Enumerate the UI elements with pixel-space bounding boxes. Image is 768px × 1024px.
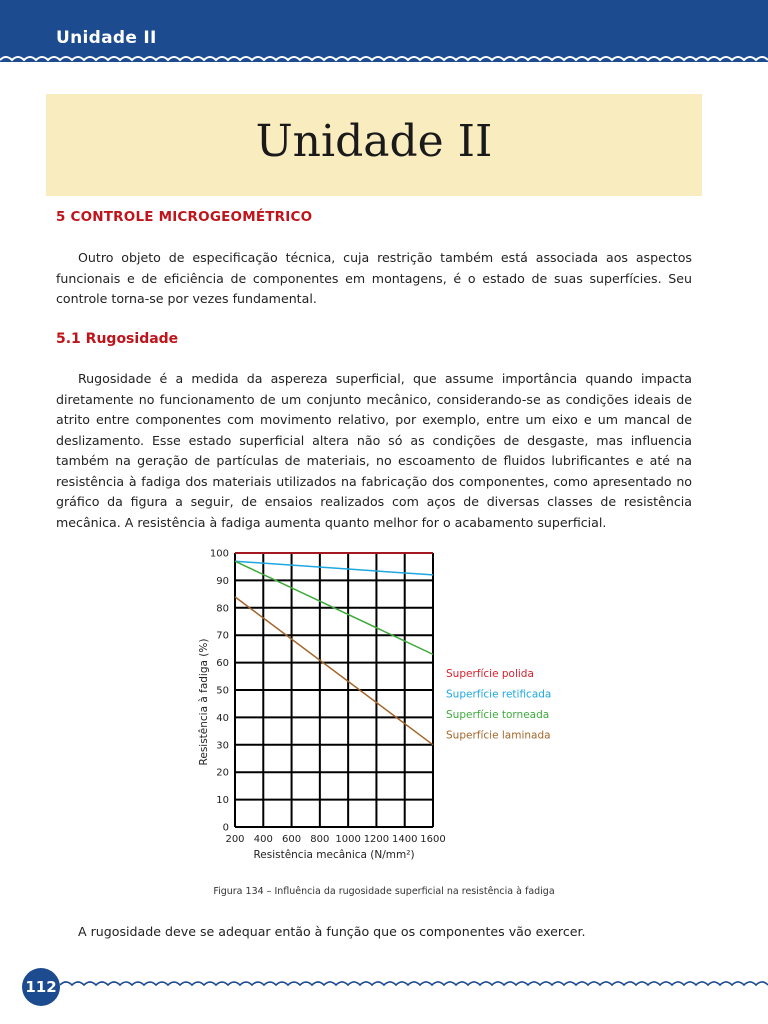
legend-entry-4: Superfície laminada bbox=[446, 729, 551, 742]
subsection-heading: 5.1 Rugosidade bbox=[56, 331, 179, 347]
x-tick-label: 1000 bbox=[335, 834, 361, 845]
footer-wave bbox=[60, 978, 768, 992]
x-tick-label: 1400 bbox=[391, 834, 418, 845]
y-tick-label: 60 bbox=[216, 658, 229, 670]
x-tick-label: 400 bbox=[253, 834, 273, 845]
y-tick-label: 90 bbox=[216, 575, 229, 587]
y-tick-label: 100 bbox=[209, 548, 229, 560]
series-line-4 bbox=[235, 597, 433, 745]
y-tick-label: 80 bbox=[216, 603, 229, 615]
y-tick-label: 10 bbox=[216, 795, 229, 807]
series-line-2 bbox=[235, 561, 433, 575]
y-tick-label: 20 bbox=[216, 767, 229, 779]
x-tick-label: 800 bbox=[310, 834, 330, 845]
fatigue-chart bbox=[190, 540, 570, 870]
legend-entry-3: Superfície torneada bbox=[446, 709, 550, 721]
page-number: 112 bbox=[22, 968, 60, 1006]
header-wave bbox=[0, 52, 768, 68]
paragraph-2: Rugosidade é a medida da aspereza superficial, que assume importância quando impacta diretamente no funcionamento de um conjunto mecânico, considerando-se as condições ideais de atrito entre componentes com movimento relativo, por exemplo, entre um eixo e um mancal de deslizamento. Esse estado superficial altera não só as condições de desgaste, mas influencia também na geração de partículas de materiais, no escoamento de fluidos lubrificantes e até na resistência à fadiga dos materiais utilizados na fabricação dos componentes, como apresentado no gráfico da figura a seguir, de ensaios realizados com aços de diversas classes de resistência mecânica. A resistência à fadiga aumenta quanto melhor for o acabamento superficial. bbox=[56, 371, 692, 530]
y-tick-label: 30 bbox=[216, 740, 229, 752]
y-tick-label: 0 bbox=[222, 822, 229, 834]
page-title: Unidade II bbox=[255, 116, 493, 167]
y-tick-label: 50 bbox=[216, 685, 229, 697]
x-tick-label: 600 bbox=[282, 834, 302, 845]
x-tick-label: 200 bbox=[225, 834, 245, 845]
x-tick-label: 1200 bbox=[363, 834, 390, 845]
x-axis-label: Resistência mecânica (N/mm²) bbox=[253, 849, 415, 861]
section-heading: 5 CONTROLE MICROGEOMÉTRICO bbox=[56, 209, 313, 225]
paragraph-1: Outro objeto de especificação técnica, cuja restrição também está associada aos aspectos funcionais e de eficiência de componentes em montagens, é o estado de suas superfícies. Seu controle torna-se por vezes fundamental. bbox=[56, 250, 692, 306]
header-title: Unidade II bbox=[56, 28, 157, 48]
legend-entry-1: Superfície polida bbox=[446, 668, 534, 680]
y-tick-label: 70 bbox=[216, 630, 229, 642]
title-box bbox=[46, 94, 702, 196]
x-tick-label: 1600 bbox=[420, 834, 446, 845]
legend-entry-2: Superfície retificada bbox=[446, 688, 552, 701]
figure-caption: Figura 134 – Influência da rugosidade superficial na resistência à fadiga bbox=[213, 886, 555, 897]
paragraph-3: A rugosidade deve se adequar então à função que os componentes vão exercer. bbox=[78, 924, 586, 939]
y-tick-label: 40 bbox=[216, 712, 229, 724]
y-axis-label: Resistência à fadiga (%) bbox=[198, 638, 210, 766]
